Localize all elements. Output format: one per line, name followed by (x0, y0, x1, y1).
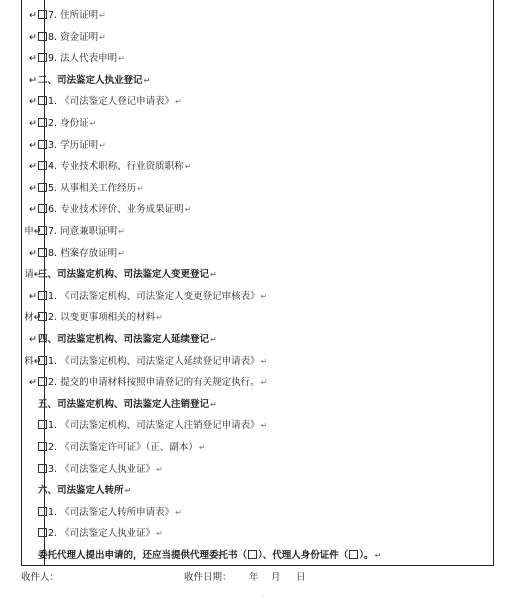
left-column-cell: ↵ (29, 334, 37, 345)
return-mark: ↵ (260, 291, 268, 301)
return-mark: ↵ (89, 119, 97, 128)
item-text: 三、司法鉴定机构、司法鉴定人变更登记 (38, 269, 210, 281)
checklist-item (38, 523, 163, 545)
left-column-cell: ↵ (29, 161, 37, 173)
item-text: 8. 档案存放证明 (48, 247, 118, 259)
checkbox[interactable] (38, 312, 47, 321)
checkbox[interactable] (38, 96, 47, 105)
checkbox[interactable] (38, 442, 47, 451)
checkbox[interactable] (38, 10, 47, 19)
item-text: 7. 住所证明 (48, 10, 99, 21)
checkbox[interactable] (38, 377, 47, 386)
item-text: 四、司法鉴定机构、司法鉴定人延续登记 (38, 334, 210, 345)
checklist-item (38, 135, 106, 157)
item-text: 5. 从事相关工作经历 (48, 182, 137, 194)
left-column-cell: 申↵ (24, 226, 42, 237)
section-heading (38, 70, 150, 92)
proxy-note (38, 545, 381, 567)
return-mark: ↵ (198, 443, 206, 452)
checklist-item (38, 351, 267, 373)
return-mark: ↵ (156, 313, 163, 323)
item-text: 7. 同意兼职证明 (48, 226, 118, 237)
left-column-cell: ↵ (29, 118, 37, 129)
month-label: 月 (271, 572, 281, 583)
return-mark: ↵ (118, 248, 125, 258)
left-column-cell: ↵ (29, 247, 37, 259)
checkbox[interactable] (38, 161, 47, 170)
checklist-item (38, 372, 267, 394)
receiver-label: 收件人： (21, 572, 60, 583)
stray-mark: · (262, 594, 264, 601)
left-column-cell: 请↵ (24, 269, 42, 281)
return-mark: ↵ (156, 529, 163, 539)
item-text: 六、司法鉴定人转所 (38, 485, 124, 497)
return-mark: ↵ (175, 507, 182, 517)
return-mark: ↵ (175, 97, 182, 107)
item-text: 6. 专业技术评价、业务成果证明 (48, 204, 184, 216)
return-mark: ↵ (118, 227, 125, 236)
item-text: 1. 《司法鉴定机构、司法鉴定人延续登记申请表》 (48, 355, 260, 367)
checkbox[interactable] (38, 226, 47, 235)
return-mark: ↵ (260, 356, 268, 366)
left-column-cell: ↵ (29, 182, 37, 194)
checklist-item (38, 415, 267, 437)
item-text: 二、司法鉴定人执业登记 (38, 74, 143, 86)
checklist-item (38, 437, 206, 459)
left-column-cell: ↵ (29, 31, 37, 43)
checklist-item (38, 243, 125, 265)
checklist-item (38, 48, 125, 70)
left-column-cell: ↵ (29, 10, 37, 21)
item-text: 1. 《司法鉴定机构、司法鉴定人变更登记审核表》 (48, 290, 260, 302)
checkbox[interactable] (38, 204, 47, 213)
checkbox[interactable] (38, 248, 47, 257)
left-column-cell: ↵ (29, 53, 37, 65)
checklist-item (38, 459, 163, 481)
item-text: 2. 以变更事项相关的材料 (48, 312, 156, 324)
checkbox-agent-id[interactable] (349, 550, 358, 559)
checklist-item (38, 286, 267, 308)
left-column-cell: ↵ (29, 290, 37, 302)
item-text: 4. 专业技术职称、行业资质职称 (48, 161, 184, 173)
checklist-item (38, 221, 125, 243)
return-mark: ↵ (99, 140, 106, 150)
checkbox[interactable] (38, 291, 47, 300)
left-column-cell: 材↵ (24, 312, 42, 324)
return-mark: ↵ (99, 11, 106, 20)
item-text: 2. 《司法鉴定人执业证》 (48, 528, 156, 540)
checkbox[interactable] (38, 140, 47, 149)
left-column-cell: ↵ (29, 377, 37, 389)
proxy-note-part3: ）。 (359, 550, 374, 561)
left-column-cell: ↵ (29, 96, 37, 108)
item-text: 8. 资金证明 (48, 31, 99, 43)
section-heading (38, 329, 217, 351)
checklist-item (38, 27, 106, 49)
checklist-item (38, 199, 191, 221)
left-column-cell: ↵ (29, 204, 37, 216)
checkbox[interactable] (38, 53, 47, 62)
return-mark: ↵ (210, 335, 217, 344)
item-text: 1. 《司法鉴定人登记申请表》 (48, 96, 175, 108)
item-text: 3. 学历证明 (48, 139, 99, 151)
proxy-note-part1: 委托代理人提出申请的，还应当提供代理委托书（ (38, 550, 248, 561)
checklist-item (38, 113, 96, 135)
item-text: 五、司法鉴定机构、司法鉴定人注销登记 (38, 398, 210, 410)
return-mark: ↵ (156, 464, 163, 474)
return-mark: ↵ (99, 32, 106, 42)
day-label: 日 (296, 572, 306, 583)
proxy-note-part2: ）、代理人身份证件（ (258, 550, 349, 561)
return-mark: ↵ (118, 54, 125, 64)
left-column-cell: 料↵ (24, 355, 42, 367)
checkbox[interactable] (38, 464, 47, 473)
checklist-item (38, 91, 182, 113)
return-mark: ↵ (260, 378, 268, 388)
checklist-item (38, 307, 163, 329)
left-column-cell: ↵ (29, 139, 37, 151)
item-text: 3. 《司法鉴定人执业证》 (48, 463, 156, 475)
checkbox[interactable] (38, 183, 47, 192)
item-text: 9. 法人代表申明 (48, 53, 118, 65)
item-text: 1. 《司法鉴定机构、司法鉴定人注销登记申请表》 (48, 420, 260, 432)
section-heading (38, 394, 217, 416)
receive-date-label: 收件日期： (184, 572, 232, 583)
section-heading (38, 264, 217, 286)
return-mark: ↵ (210, 270, 217, 280)
return-mark: ↵ (374, 551, 382, 560)
return-mark: ↵ (124, 486, 132, 496)
return-mark: ↵ (184, 205, 192, 215)
section-heading (38, 480, 131, 502)
checkbox[interactable] (38, 507, 47, 516)
return-mark: ↵ (137, 183, 144, 193)
item-text: 2. 《司法鉴定许可证》（正、副本） (48, 442, 198, 453)
return-mark: ↵ (210, 399, 217, 409)
checkbox[interactable] (38, 356, 47, 365)
item-text: 1. 《司法鉴定人转所申请表》 (48, 506, 175, 518)
checklist-item (38, 5, 106, 27)
checkbox[interactable] (38, 118, 47, 127)
year-label: 年 (249, 572, 259, 583)
left-column-cell: ↵ (29, 74, 37, 86)
return-mark: ↵ (143, 75, 151, 85)
item-text: 2. 提交的申请材料按照申请登记的有关规定执行。 (48, 377, 260, 389)
return-mark: ↵ (184, 162, 192, 172)
return-mark: ↵ (260, 421, 268, 431)
checklist-item (38, 156, 191, 178)
checkbox-power-of-attorney[interactable] (248, 550, 257, 559)
checkbox[interactable] (38, 528, 47, 537)
checklist-item (38, 502, 182, 524)
checkbox[interactable] (38, 420, 47, 429)
checklist-item (38, 178, 144, 200)
checkbox[interactable] (38, 32, 47, 41)
item-text: 2. 身份证 (48, 118, 89, 129)
